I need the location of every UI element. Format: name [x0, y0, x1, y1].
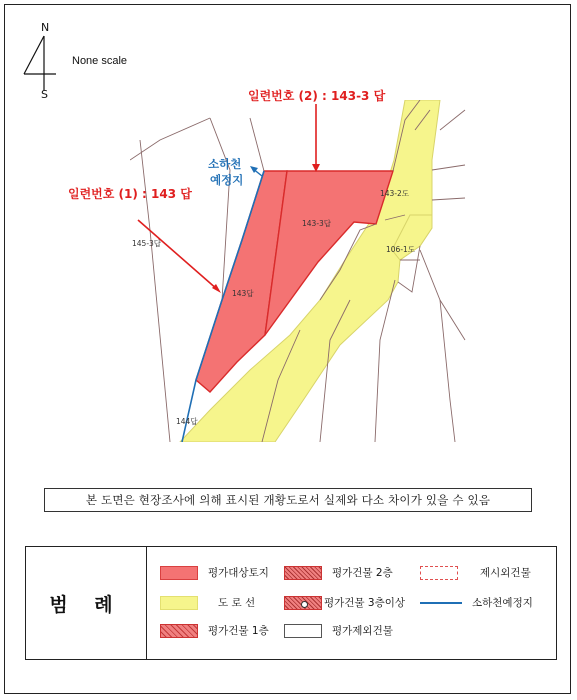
legend-label: 평가건물 3층이상 — [324, 597, 406, 609]
legend-label: 평가건물 2층 — [332, 567, 393, 579]
disclaimer-note: 본 도면은 현장조사에 의해 표시된 개황도로서 실제와 다소 차이가 있을 수 있음 — [44, 488, 532, 512]
north-label: N — [41, 21, 50, 34]
legend-item-target-land — [160, 565, 269, 580]
legend — [25, 546, 557, 660]
serial-1-label: 일련번호 (1) : 143 답 — [68, 187, 192, 201]
scale-label: None scale — [72, 55, 128, 67]
parcel-label-143-2: 143-2도 — [380, 189, 410, 198]
excluded-dashed-swatch — [420, 566, 458, 580]
legend-item-excluded-dashed — [420, 565, 531, 580]
parcel-label-106-1: 106-1도 — [386, 245, 416, 254]
south-label: S — [41, 88, 48, 101]
stream-swatch — [420, 602, 462, 604]
legend-label: 평가제외건물 — [332, 625, 393, 637]
building-3f-swatch — [284, 596, 322, 610]
legend-label: 소하천예정지 — [472, 597, 533, 609]
legend-item-building-3f — [284, 595, 405, 610]
parcel-label-144: 144답 — [176, 417, 198, 426]
legend-label: 제시외건물 — [480, 567, 531, 579]
legend-label: 평가건물 1층 — [208, 625, 269, 637]
building-2f-swatch — [284, 566, 322, 580]
target-land-swatch — [160, 566, 198, 580]
excluded-building-swatch — [284, 624, 322, 638]
serial-2-label: 일련번호 (2) : 143-3 답 — [248, 89, 386, 103]
serial-1-pointer — [138, 220, 218, 290]
legend-item-building-1f — [160, 623, 269, 638]
legend-title: 범 례 — [26, 547, 147, 659]
parcel-label-143: 143답 — [232, 289, 254, 298]
building-1f-swatch — [160, 624, 198, 638]
road-swatch — [160, 596, 198, 610]
parcel-label-143-3: 143-3답 — [302, 219, 332, 228]
legend-item-excluded-building — [284, 623, 393, 638]
legend-item-building-2f — [284, 565, 393, 580]
legend-label: 평가대상토지 — [208, 567, 269, 579]
legend-label: 도 로 선 — [218, 597, 256, 609]
stream-label-2: 예정지 — [210, 173, 244, 187]
parcel-label-145-3: 145-3답 — [132, 239, 162, 248]
legend-item-stream — [420, 595, 533, 610]
stream-label: 소하천 — [208, 157, 242, 171]
legend-item-road — [160, 595, 255, 610]
